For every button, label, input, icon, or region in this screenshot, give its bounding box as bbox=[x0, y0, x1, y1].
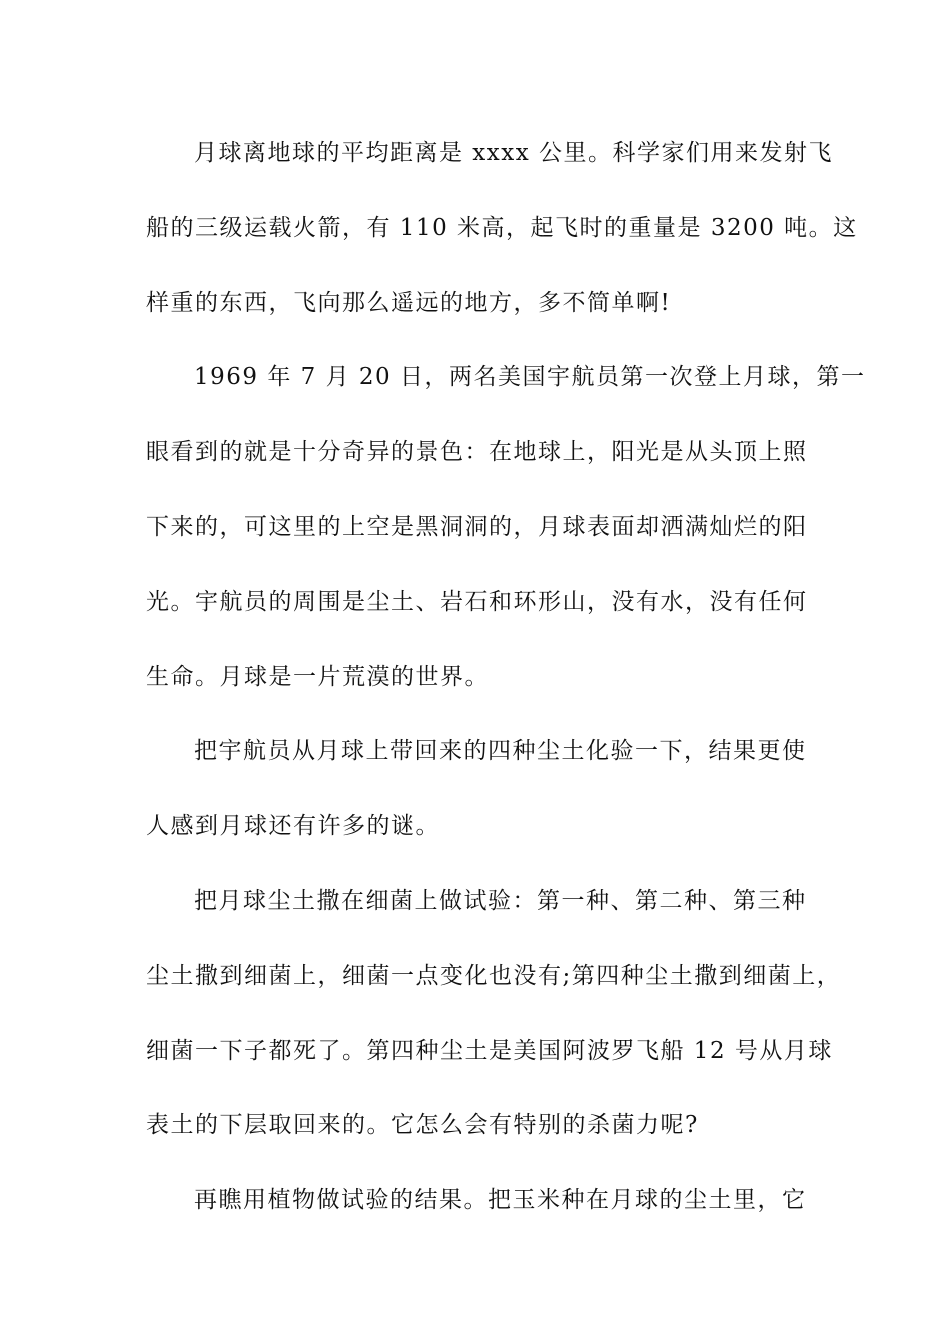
paragraph-4-line-3: 细菌一下子都死了。第四种尘土是美国阿波罗飞船 12 号从月球 bbox=[146, 1037, 833, 1064]
paragraph-1-line-3: 样重的东西，飞向那么遥远的地方，多不简单啊! bbox=[146, 289, 672, 316]
paragraph-2-line-5: 生命。月球是一片荒漠的世界。 bbox=[146, 663, 489, 690]
paragraph-2-line-1: 1969 年 7 月 20 日，两名美国宇航员第一次登上月球，第一 bbox=[194, 364, 866, 391]
paragraph-3-line-1: 把宇航员从月球上带回来的四种尘土化验一下，结果更使 bbox=[194, 738, 807, 765]
paragraph-4-line-2: 尘土撒到细菌上，细菌一点变化也没有;第四种尘土撒到细菌上， bbox=[146, 962, 842, 989]
paragraph-3-line-2: 人感到月球还有许多的谜。 bbox=[146, 813, 440, 840]
paragraph-4-line-4: 表土的下层取回来的。它怎么会有特别的杀菌力呢? bbox=[146, 1112, 699, 1139]
paragraph-2-line-4: 光。宇航员的周围是尘土、岩石和环形山，没有水，没有任何 bbox=[146, 588, 808, 615]
paragraph-2-line-3: 下来的，可这里的上空是黑洞洞的，月球表面却洒满灿烂的阳 bbox=[146, 513, 808, 540]
paragraph-2-line-2: 眼看到的就是十分奇异的景色：在地球上，阳光是从头顶上照 bbox=[146, 439, 808, 466]
paragraph-1-line-1: 月球离地球的平均距离是 xxxx 公里。科学家们用来发射飞 bbox=[194, 140, 834, 166]
paragraph-4-line-1: 把月球尘土撒在细菌上做试验：第一种、第二种、第三种 bbox=[194, 887, 807, 914]
paragraph-1-line-2: 船的三级运载火箭，有 110 米高，起飞时的重量是 3200 吨。这 bbox=[146, 214, 858, 241]
body-text bbox=[146, 125, 866, 1247]
paragraph-5-line-1: 再瞧用植物做试验的结果。把玉米种在月球的尘土里，它 bbox=[194, 1187, 807, 1214]
